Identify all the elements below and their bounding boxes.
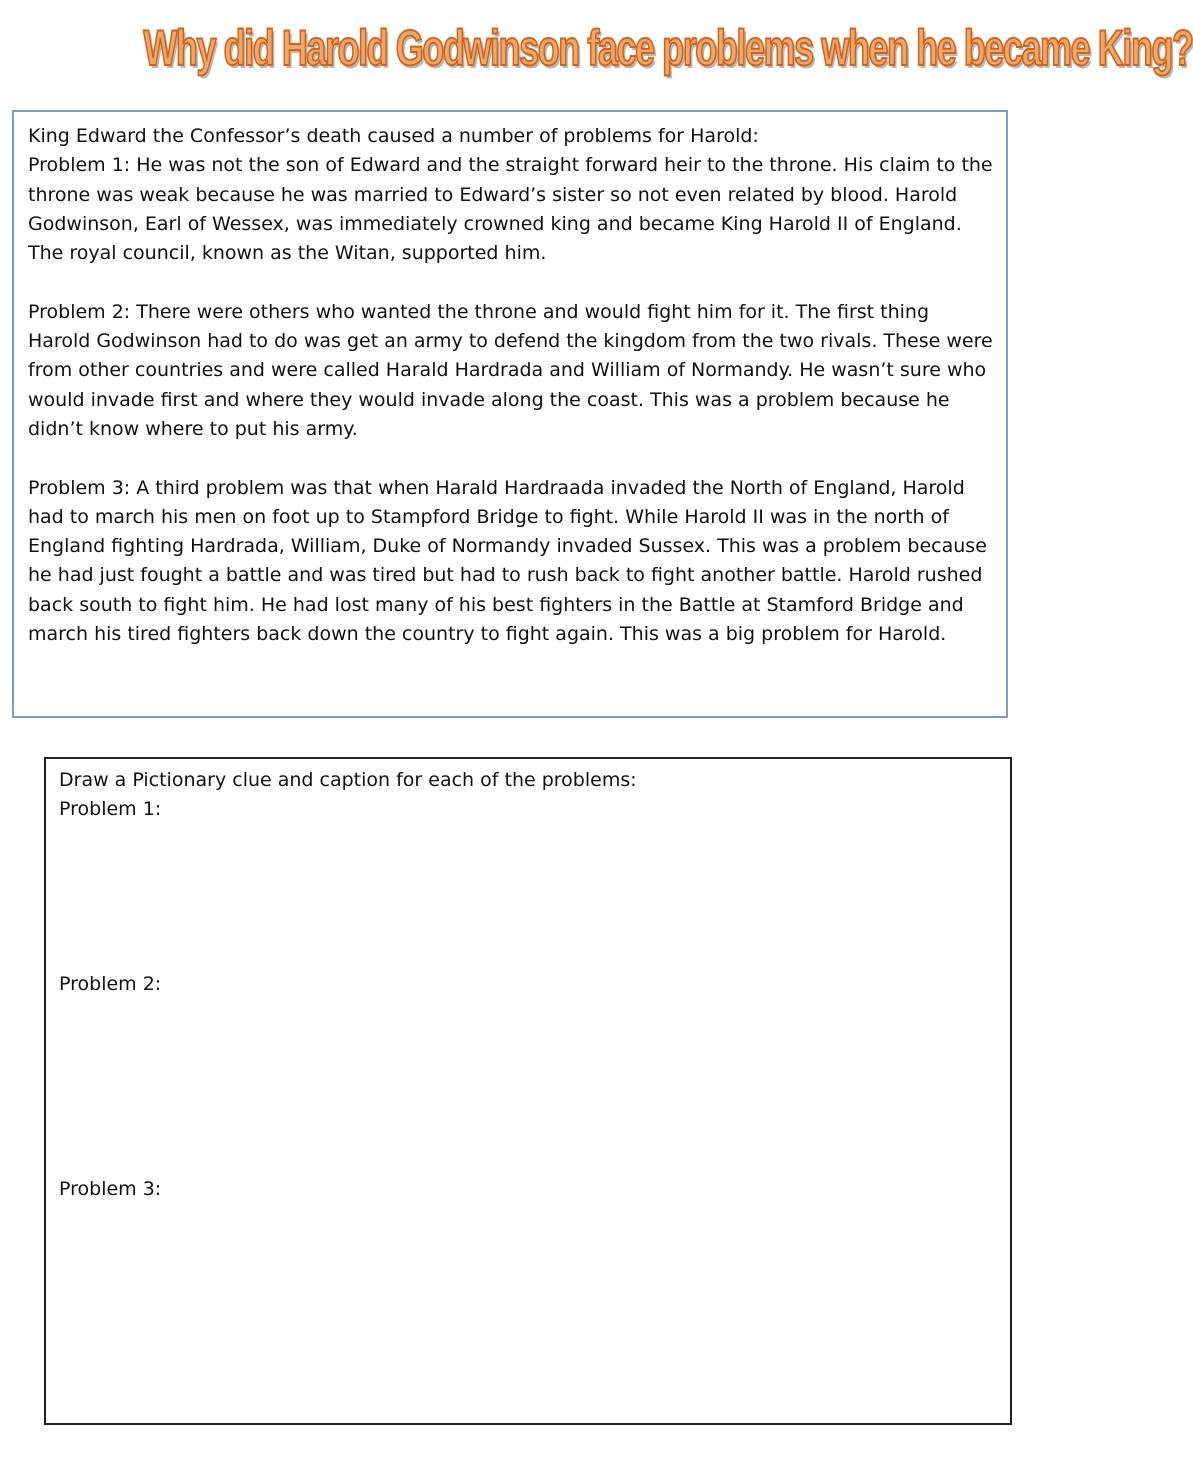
drawing-task-box bbox=[44, 757, 1012, 1425]
problem-3-label: Problem 3: bbox=[59, 1178, 162, 1200]
problem-3-paragraph: Problem 3: A third problem was that when Harald Hardraada invaded the North of England, Harold had to march his men on foot up to Stampford Bridge to fight. While Harold II was in the north of England fighting Hardrada, William, Duke of Normandy invaded Sussex. This was a problem because he had just fought a battle and was tired but had to rush back to fight another battle. Harold rushed back south to fight him. He had lost many of his best fighters in the Battle at Stamford Bridge and march his tired fighters back down the country to fight again. This was a big problem for Harold. bbox=[28, 476, 987, 646]
intro-paragraph: King Edward the Confessor’s death caused a number of problems for Harold: bbox=[28, 125, 759, 147]
task-instruction: Draw a Pictionary clue and caption for each of the problems: bbox=[59, 769, 637, 791]
worksheet-title: Why did Harold Godwinson face problems when he became King? bbox=[143, 20, 1193, 76]
information-text-box bbox=[12, 110, 1008, 718]
problem-1-label: Problem 1: bbox=[59, 798, 162, 820]
problem-2-paragraph: Problem 2: There were others who wanted the throne and would fight him for it. The first thing Harold Godwinson had to do was get an army to defend the kingdom from the two rivals. These were from other countries and were called Harald Hardrada and William of Normandy. He wasn’t sure who would invade first and where they would invade along the coast. This was a problem because he didn’t know where to put his army. bbox=[28, 300, 993, 440]
problem-2-label: Problem 2: bbox=[59, 973, 162, 995]
problem-1-paragraph: Problem 1: He was not the son of Edward and the straight forward heir to the throne. His claim to the throne was weak because he was married to Edward’s sister so not even related by blood. Harold Godwinson, Earl of Wessex, was immediately crowned king and became King Harold II of England. The royal council, known as the Witan, supported him. bbox=[28, 154, 993, 265]
